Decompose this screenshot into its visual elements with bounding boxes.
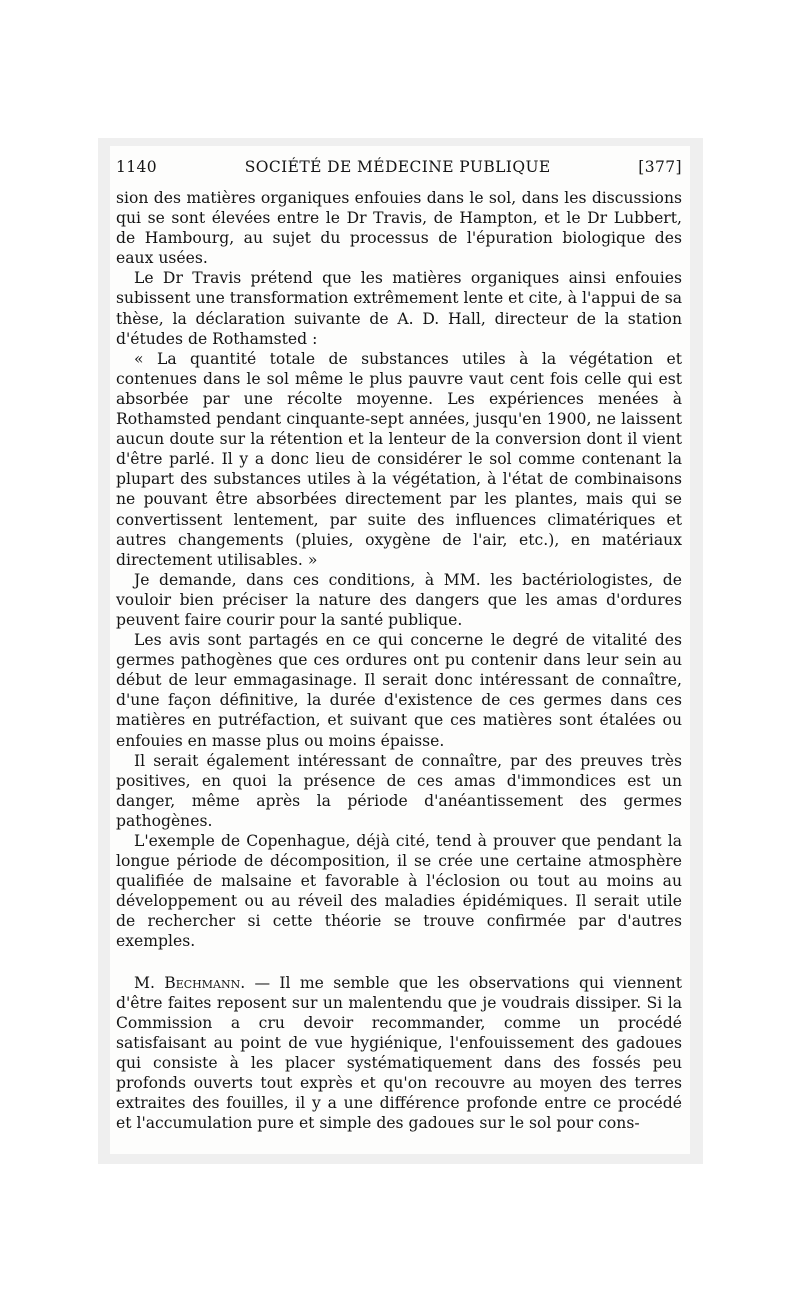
speaker-paragraph: M. Bechmann. — Il me semble que les observations qui viennent d'être faites reposent sur un malentendu que je voudrais dissiper. Si la Commission a cru devoir recommander, comme un procédé satisfaisant au point de vue hygiénique, l'enfouissement des gadoues qui consiste à les placer systématiquement dans des fossés peu profonds ouverts tout exprès et qu'on recouvre au moyen des terres extraites des fouilles, il y a une différence profonde entre ce procédé et l'accumulation pure et simple des gadoues sur le sol pour cons- (116, 973, 682, 1133)
paragraph: sion des matières organiques enfouies dans le sol, dans les discussions qui se sont élevées entre le Dr Travis, de Hampton, et le Dr Lubbert, de Hambourg, au sujet du processus de l'épuration biologique des eaux usées. (116, 189, 682, 268)
scan-frame (98, 138, 703, 1164)
document-page (110, 146, 690, 1154)
page-number: 1140 (116, 158, 158, 176)
paragraph: L'exemple de Copenhague, déjà cité, tend à prouver que pendant la longue période de décomposition, il se crée une certaine atmosphère qualifiée de malsaine et favorable à l'éclosion ou tout au moins au développement ou au réveil des maladies épidémiques. Il serait utile de rechercher si cette théorie se trouve confirmée par d'autres exemples. (116, 832, 682, 951)
paragraph: Le Dr Travis prétend que les matières organiques ainsi enfouies subissent une transformation extrêmement lente et cite, à l'appui de sa thèse, la déclaration suivante de A. D. Hall, directeur de la station d'études de Rothamsted : (116, 269, 682, 348)
bracket-number: [377] (638, 158, 682, 176)
paragraph: Les avis sont partagés en ce qui concerne le degré de vitalité des germes pathogènes que ces ordures ont pu contenir dans leur sein au début de leur emmagasinage. Il serait donc intéressant de connaître, d'une façon définitive, la durée d'existence de ces germes dans ces matières en putréfaction, et suivant que ces matières sont étalées ou enfouies en masse plus ou moins épaisse. (116, 631, 682, 750)
speaker-name: M. Bechmann. (134, 973, 246, 992)
page-title: SOCIÉTÉ DE MÉDECINE PUBLIQUE (244, 158, 551, 176)
paragraph: Je demande, dans ces conditions, à MM. les bactériologistes, de vouloir bien préciser la nature des dangers que les amas d'ordures peuvent faire courir pour la santé publique. (116, 570, 682, 629)
running-head (116, 158, 682, 176)
quotation-paragraph: « La quantité totale de substances utiles à la végétation et contenues dans le sol même le plus pauvre vaut cent fois celle qui est absorbée par une récolte moyenne. Les expériences menées à Rothamsted pendant cinquante-sept années, jusqu'en 1900, ne laissent aucun doute sur la rétention et la lenteur de la conversion dont il vient d'être parlé. Il y a donc lieu de considérer le sol comme contenant la plupart des substances utiles à la végétation, à l'état de combinaisons ne pouvant être absorbées directement par les plantes, mais qui se convertissent lentement, par suite des influences climatériques et autres changements (pluies, oxygène de l'air, etc.), en matériaux directement utilisables. » (116, 349, 682, 569)
body-text (116, 188, 682, 1133)
speaker-text: Il me semble que les observations qui viennent d'être faites reposent sur un malentendu que je voudrais dissiper. Si la Commission a cru devoir recommander, comme un procédé satisfaisant au point de vue hygiénique, l'enfouissement des gadoues qui consiste à les placer systématiquement dans des fossés peu profonds ouverts tout exprès et qu'on recouvre au moyen des terres extraites des fouilles, il y a une différence profonde entre ce procédé et l'accumulation pure et simple des gadoues sur le sol pour cons- (116, 973, 682, 1133)
paragraph: Il serait également intéressant de connaître, par des preuves très positives, en quoi la présence de ces amas d'immondices est un danger, même après la période d'anéantissement des germes pathogènes. (116, 751, 682, 830)
